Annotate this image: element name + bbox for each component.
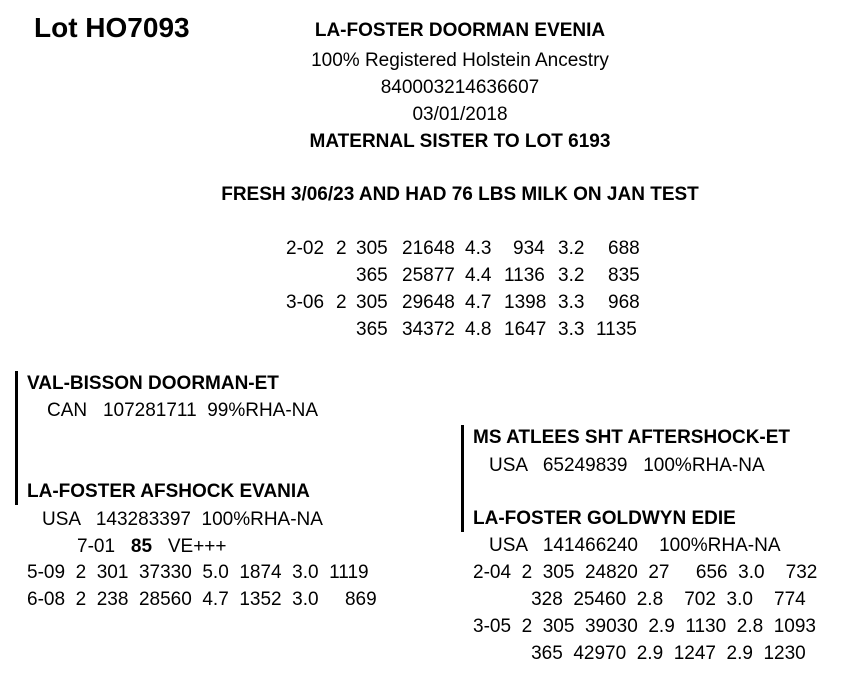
rec-prot-pct: 3.3	[558, 319, 585, 340]
animal-name: LA-FOSTER DOORMAN EVENIA	[314, 20, 606, 41]
rec-fat: 1136	[504, 265, 545, 286]
pedigree-line-left	[15, 371, 18, 505]
dam-dam-info: USA 141466240 100%RHA-NA	[489, 535, 781, 556]
rec-lact: 2	[336, 292, 347, 313]
rec-prot-pct: 3.2	[558, 265, 585, 286]
rec-days: 305	[356, 238, 388, 259]
lot-number: Lot HO7093	[34, 12, 190, 43]
dam-name: LA-FOSTER AFSHOCK EVANIA	[27, 481, 310, 502]
rec-days: 365	[356, 319, 388, 340]
dam-info: USA 143283397 100%RHA-NA	[42, 509, 323, 530]
dam-dam-name: LA-FOSTER GOLDWYN EDIE	[473, 508, 736, 529]
rec-days: 305	[356, 292, 388, 313]
maternal-note: MATERNAL SISTER TO LOT 6193	[309, 131, 611, 152]
dam-record-row: 6-08 2 238 28560 4.7 1352 3.0 869	[27, 589, 377, 610]
dam-sire-info: USA 65249839 100%RHA-NA	[489, 455, 765, 476]
birth-date: 03/01/2018	[412, 104, 508, 125]
rec-milk: 25877	[402, 265, 455, 286]
rec-lact: 2	[336, 238, 347, 259]
rec-age: 2-02	[286, 238, 325, 259]
rec-fat-pct: 4.3	[465, 238, 492, 259]
rec-fat: 1398	[504, 292, 547, 313]
rec-prot: 835	[608, 265, 640, 286]
dam-record-row: 5-09 2 301 37330 5.0 1874 3.0 1119	[27, 562, 369, 583]
rec-fat: 1647	[504, 319, 547, 340]
rec-fat-pct: 4.8	[465, 319, 492, 340]
rec-milk: 29648	[402, 292, 455, 313]
rec-prot: 968	[608, 292, 640, 313]
sire-info: CAN 107281711 99%RHA-NA	[47, 400, 319, 421]
dam-score: 85	[130, 536, 153, 557]
rec-prot: 1135	[596, 319, 637, 340]
rec-prot: 688	[608, 238, 640, 259]
pedigree-line-right	[461, 425, 464, 532]
rec-fat: 934	[513, 238, 545, 259]
rec-fat-pct: 4.7	[465, 292, 492, 313]
fresh-note: FRESH 3/06/23 AND HAD 76 LBS MILK ON JAN TEST	[221, 184, 699, 205]
rec-fat-pct: 4.4	[465, 265, 492, 286]
ancestry-line: 100% Registered Holstein Ancestry	[311, 50, 609, 71]
rec-milk: 21648	[402, 238, 455, 259]
rec-prot-pct: 3.3	[558, 292, 585, 313]
rec-age: 3-06	[286, 292, 325, 313]
dam-sire-name: MS ATLEES SHT AFTERSHOCK-ET	[473, 427, 791, 448]
sire-name: VAL-BISSON DOORMAN-ET	[27, 373, 279, 394]
dam-dam-record-row: 3-05 2 305 39030 2.9 1130 2.8 1093	[473, 616, 816, 637]
dam-class-age: 7-01	[77, 536, 116, 557]
dam-dam-record-row: 328 25460 2.8 702 3.0 774	[473, 589, 806, 610]
registration-id: 840003214636607	[380, 77, 540, 98]
rec-prot-pct: 3.2	[558, 238, 585, 259]
rec-days: 365	[356, 265, 388, 286]
dam-dam-record-row: 365 42970 2.9 1247 2.9 1230	[473, 643, 806, 664]
dam-class-grade: VE+++	[167, 536, 227, 557]
rec-milk: 34372	[402, 319, 455, 340]
dam-dam-record-row: 2-04 2 305 24820 27 656 3.0 732	[473, 562, 818, 583]
dam-classification	[77, 536, 227, 558]
